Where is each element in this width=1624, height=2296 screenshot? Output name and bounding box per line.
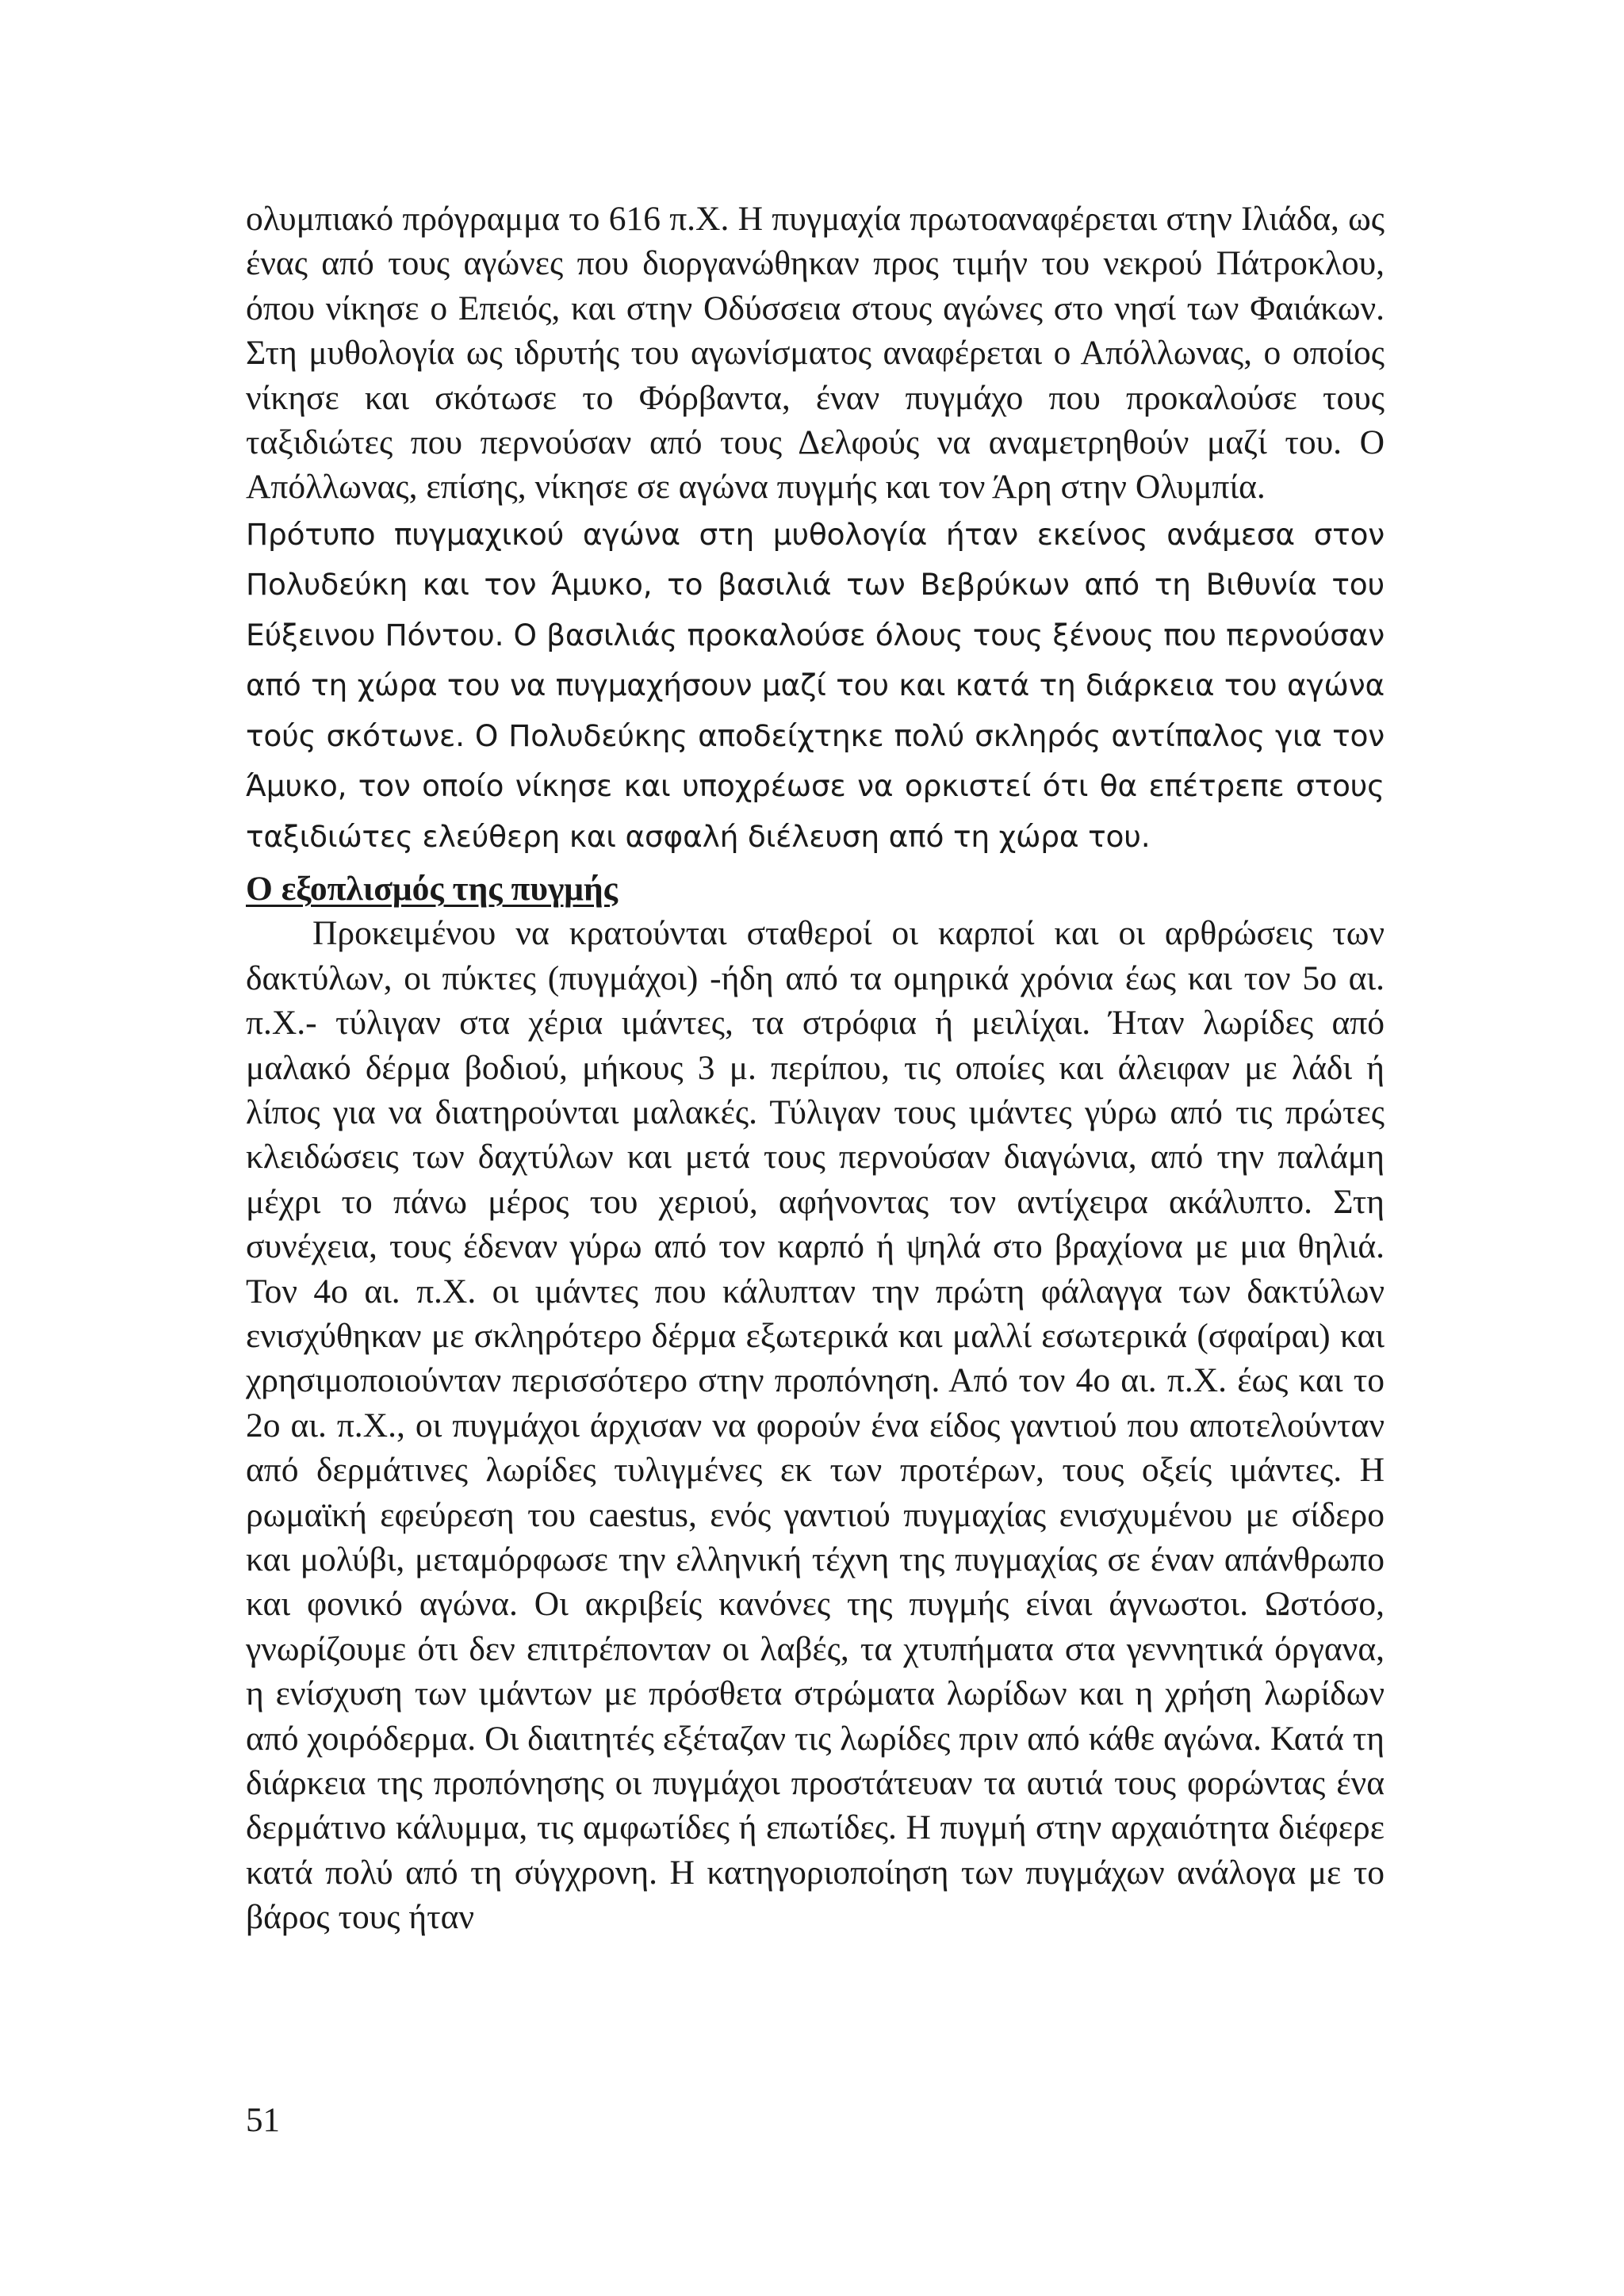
section-heading-equipment: Ο εξοπλισμός της πυγμής xyxy=(246,870,619,909)
paragraph-olympic-history: ολυμπιακό πρόγραμμα το 616 π.Χ. Η πυγμαχία πρωτοαναφέρεται στην Ιλιάδα, ως ένας από τους αγώνες που διοργανώθηκαν προς τιμήν του νεκρού Πάτροκλου, όπου νίκησε ο Επειός, και στην Οδύσσεια στους αγώνες στο νησί των Φαιάκων. Στη μυθολογία ως ιδρυτής του αγωνίσματος αναφέρεται ο Απόλλωνας, ο οποίος νίκησε και σκότωσε το Φόρβαντα, έναν πυγμάχο που προκαλούσε τους ταξιδιώτες που περνούσαν από τους Δελφούς να αναμετρηθούν μαζί του. Ο Απόλλωνας, επίσης, νίκησε σε αγώνα πυγμής και τον Άρη στην Ολυμπία. xyxy=(246,200,1385,507)
paragraph-equipment: Προκειμένου να κρατούνται σταθεροί οι καρποί και οι αρθρώσεις των δακτύλων, οι πύκτες (πυγμάχοι) -ήδη από τα ομηρικά χρόνια έως και τον 5ο αι. π.Χ.- τύλιγαν στα χέρια ιμάντες, τα στρόφια ή μειλίχαι. Ήταν λωρίδες από μαλακό δέρμα βοδιού, μήκους 3 μ. περίπου, τις οποίες και άλειφαν με λάδι ή λίπος για να διατηρούνται μαλακές. Τύλιγαν τους ιμάντες γύρω από τις πρώτες κλειδώσεις των δαχτύλων και μετά τους περνούσαν διαγώνια, από την παλάμη μέχρι το πάνω μέρος του χεριού, αφήνοντας τον αντίχειρα ακάλυπτο. Στη συνέχεια, τους έδεναν γύρω από τον καρπό ή ψηλά στο βραχίονα με μια θηλιά. Τον 4ο αι. π.Χ. οι ιμάντες που κάλυπταν την πρώτη φάλαγγα των δακτύλων ενισχύθηκαν με σκληρότερο δέρμα εξωτερικά και μαλλί εσωτερικά (σφαίραι) και χρησιμοποιούνταν περισσότερο στην προπόνηση. Από τον 4ο αι. π.Χ. έως και το 2ο αι. π.Χ., οι πυγμάχοι άρχισαν να φορούν ένα είδος γαντιού που αποτελούνταν από δερμάτινες λωρίδες τυλιγμένες εκ των προτέρων, τους οξείς ιμάντες. Η ρωμαϊκή εφεύρεση του caestus, ενός γαντιού πυγμαχίας ενισχυμένου με σίδερο και μολύβι, μεταμόρφωσε την ελληνική τέχνη της πυγμαχίας σε έναν απάνθρωπο και φονικό αγώνα. Οι ακριβείς κανόνες της πυγμής είναι άγνωστοι. Ωστόσο, γνωρίζουμε ότι δεν επιτρέπονταν οι λαβές, τα χτυπήματα στα γεννητικά όργανα, η ενίσχυση των ιμάντων με πρόσθετα στρώματα λωρίδων και η χρήση λωρίδων από χοιρόδερμα. Οι διαιτητές εξέταζαν τις λωρίδες πριν από κάθε αγώνα. Κατά τη διάρκεια της προπόνησης οι πυγμάχοι προστάτευαν τα αυτιά τους φορώντας ένα δερμάτινο κάλυμμα, τις αμφωτίδες ή επωτίδες. Η πυγμή στην αρχαιότητα διέφερε κατά πολύ από τη σύγχρονη. Η κατηγοριοποίηση των πυγμάχων ανάλογα με το βάρος τους ήταν xyxy=(246,914,1385,1937)
paragraph-mythology-polydeuces: Πρότυπο πυγμαχικού αγώνα στη μυθολογία ήταν εκείνος ανάμεσα στον Πολυδεύκη και τον Άμυκο, το βασιλιά των Βεβρύκων από τη Βιθυνία του Εύξεινου Πόντου. Ο βασιλιάς προκαλούσε όλους τους ξένους που περνούσαν από τη χώρα του να πυγμαχήσουν μαζί του και κατά τη διάρκεια του αγώνα τούς σκότωνε. Ο Πολυδεύκης αποδείχτηκε πολύ σκληρός αντίπαλος για τον Άμυκο, τον οποίο νίκησε και υποχρέωσε να ορκιστεί ότι θα επέτρεπε στους ταξιδιώτες ελεύθερη και ασφαλή διέλευση από τη χώρα του. xyxy=(246,516,1385,854)
page-content xyxy=(246,197,1385,1940)
page-number: 51 xyxy=(246,2102,280,2139)
